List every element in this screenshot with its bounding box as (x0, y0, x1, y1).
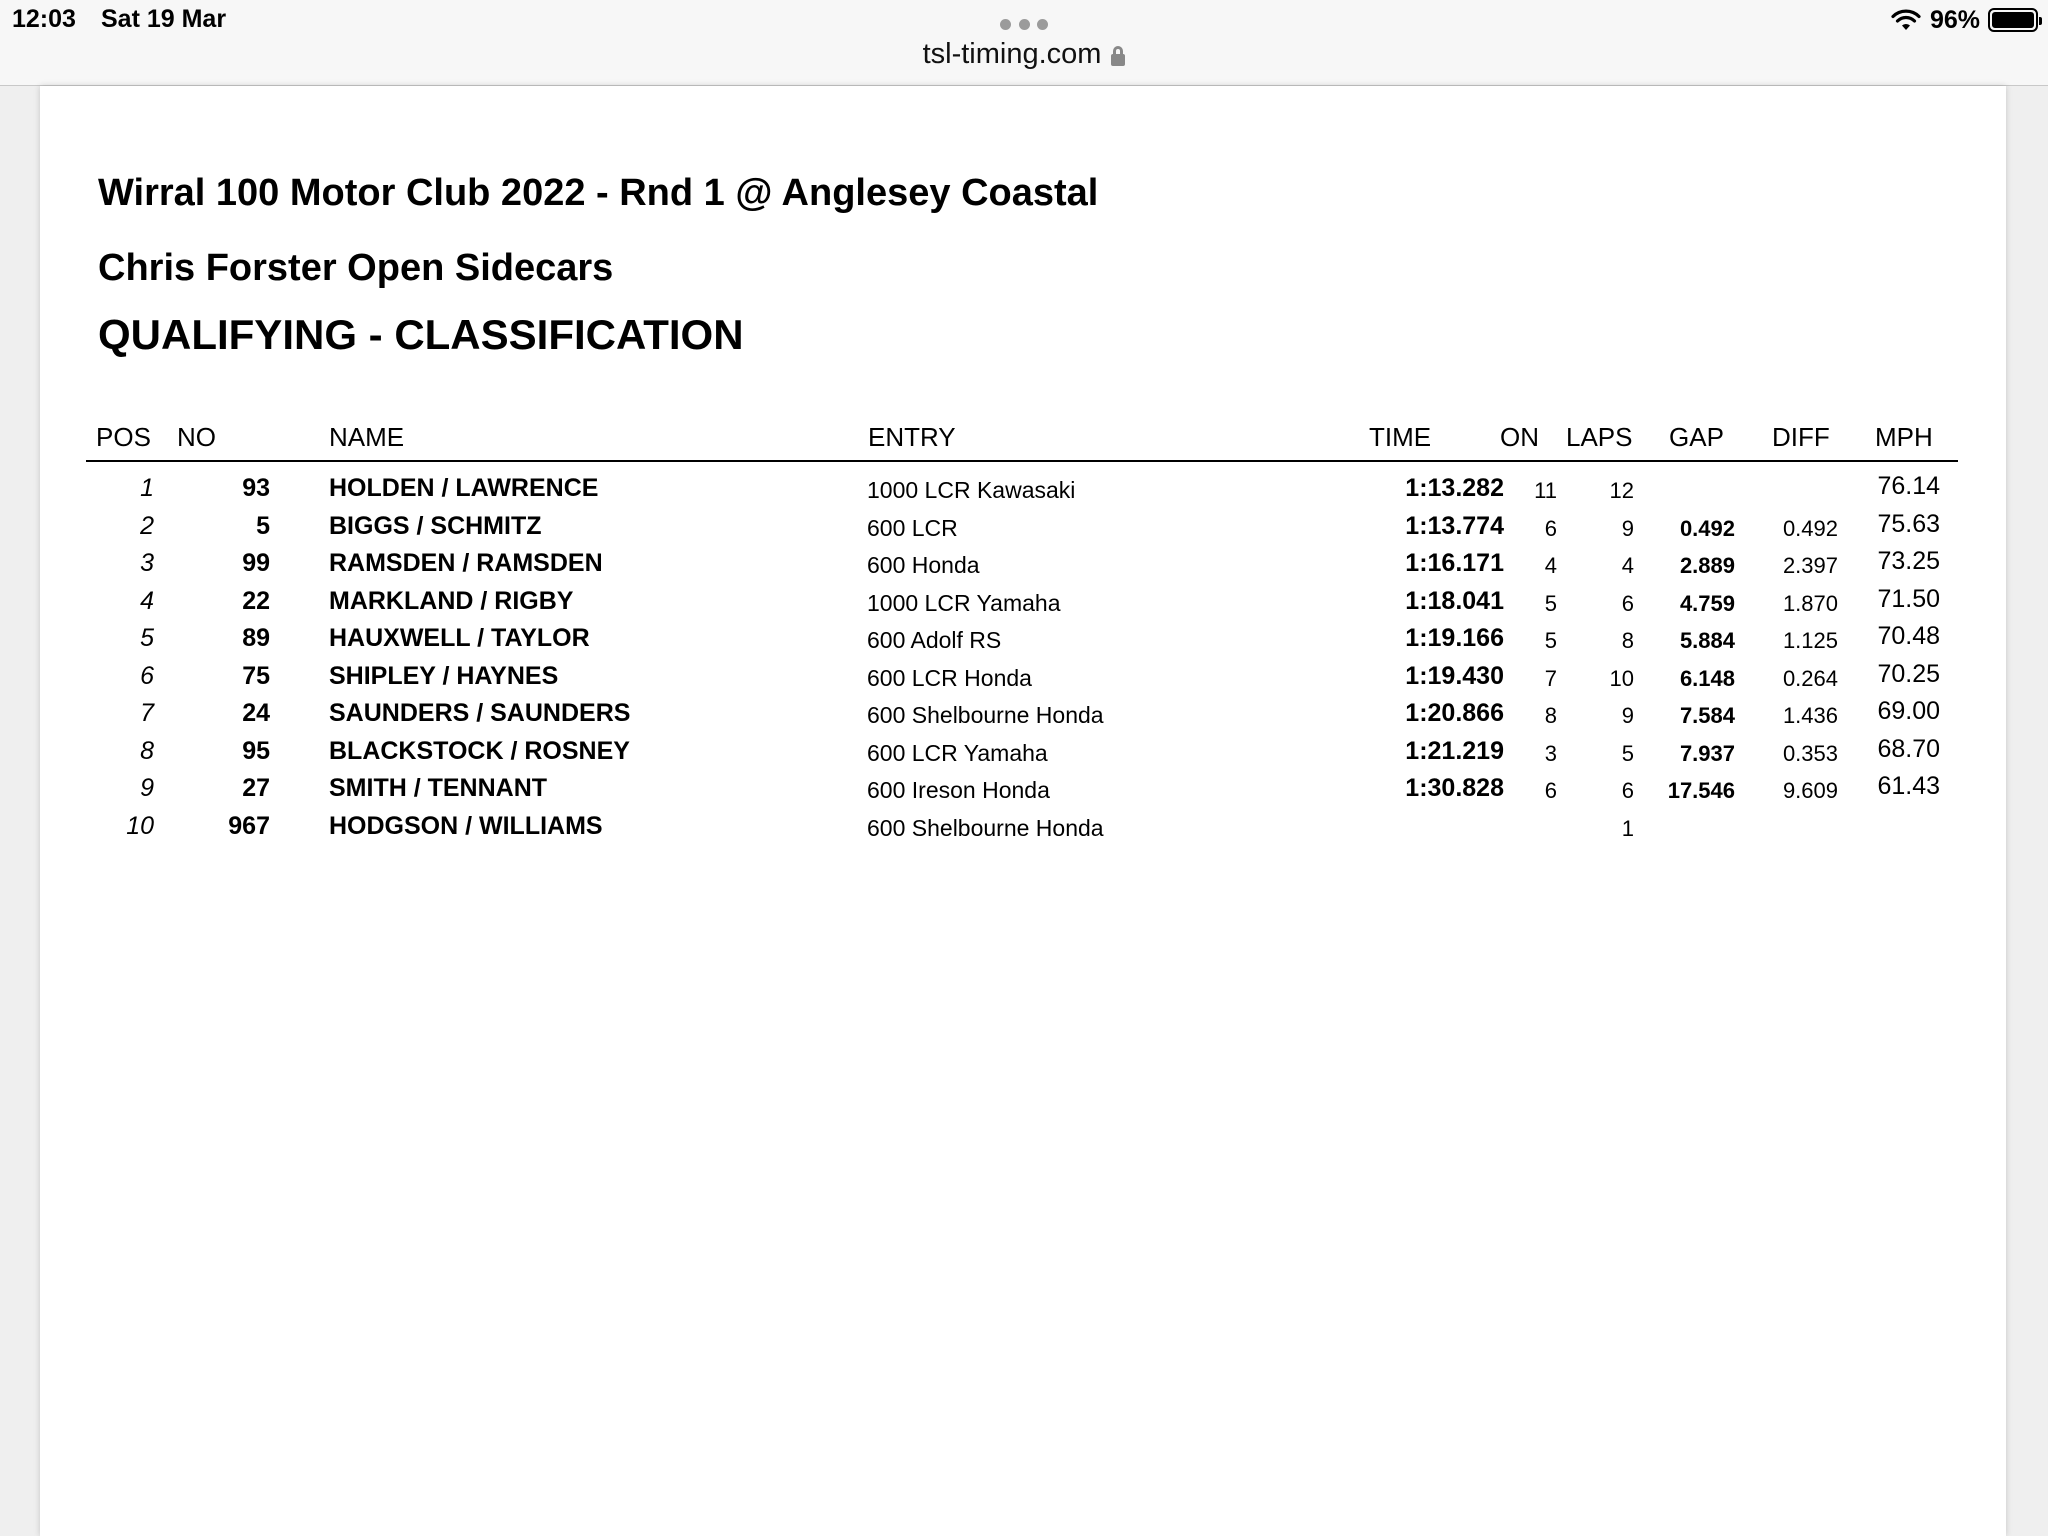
cell-mph: 69.00 (1877, 697, 1940, 725)
cell-entry: 600 Adolf RS (867, 627, 1002, 653)
cell-no: 95 (242, 736, 270, 765)
cell-name: MARKLAND / RIGBY (329, 586, 574, 615)
cell-diff: 9.609 (1782, 778, 1838, 803)
cell-name: RAMSDEN / RAMSDEN (329, 549, 603, 577)
cell-time: 1:16.171 (1405, 549, 1504, 577)
col-entry-header: ENTRY (868, 422, 956, 452)
cell-laps: 4 (1621, 553, 1634, 578)
cell-time: 1:20.866 (1405, 699, 1504, 727)
status-date: Sat 19 Mar (101, 5, 227, 33)
cell-on: 5 (1544, 590, 1557, 616)
header-divider (86, 460, 1958, 462)
cell-name: SHIPLEY / HAYNES (329, 661, 559, 690)
cell-on: 7 (1544, 665, 1557, 691)
class-title: Chris Forster Open Sidecars (98, 247, 614, 289)
cell-pos: 4 (140, 586, 154, 615)
cell-name: HOLDEN / LAWRENCE (329, 474, 599, 502)
cell-time: 1:19.166 (1405, 624, 1504, 652)
cell-pos: 8 (140, 736, 154, 765)
cell-laps: 1 (1621, 815, 1634, 841)
cell-no: 967 (228, 811, 270, 840)
table-row (40, 774, 2006, 811)
cell-laps: 12 (1609, 478, 1634, 503)
cell-time: 1:19.430 (1405, 661, 1504, 690)
cell-name: HODGSON / WILLIAMS (329, 811, 603, 840)
table-row (40, 549, 2006, 586)
cell-name: SAUNDERS / SAUNDERS (329, 699, 631, 727)
table-row (40, 474, 2006, 511)
cell-no: 27 (242, 774, 270, 802)
cell-laps: 8 (1621, 628, 1634, 653)
cell-mph: 68.70 (1877, 734, 1940, 763)
cell-diff: 0.353 (1782, 740, 1838, 766)
cell-name: BIGGS / SCHMITZ (329, 511, 542, 540)
cell-name: SMITH / TENNANT (329, 774, 548, 802)
session-title: QUALIFYING - CLASSIFICATION (98, 311, 744, 358)
table-row (40, 584, 2006, 624)
cell-entry: 600 Shelbourne Honda (867, 702, 1104, 728)
cell-mph: 71.50 (1877, 584, 1940, 613)
cell-pos: 1 (140, 474, 154, 502)
cell-entry: 600 LCR (867, 514, 958, 541)
table-row (40, 624, 2006, 661)
col-name-header: NAME (329, 422, 405, 452)
col-time-header: TIME (1369, 422, 1432, 452)
table-row (40, 699, 2006, 736)
cell-time: 1:13.282 (1405, 474, 1504, 502)
cell-gap: 5.884 (1679, 628, 1735, 653)
cell-pos: 6 (140, 661, 154, 690)
col-on-header: ON (1500, 422, 1539, 452)
cell-gap: 17.546 (1667, 778, 1735, 803)
cell-gap: 7.584 (1679, 703, 1735, 728)
cell-pos: 3 (140, 549, 154, 577)
cell-pos: 5 (140, 624, 154, 652)
wifi-icon (1890, 8, 1922, 32)
cell-time: 1:21.219 (1405, 736, 1504, 765)
cell-gap: 7.937 (1679, 740, 1735, 766)
cell-no: 75 (242, 661, 270, 690)
cell-laps: 9 (1621, 703, 1634, 728)
cell-time: 1:13.774 (1405, 511, 1504, 540)
cell-pos: 2 (140, 511, 154, 540)
cell-laps: 6 (1621, 778, 1634, 803)
cell-pos: 7 (140, 699, 154, 727)
table-row (40, 812, 2006, 849)
cell-pos: 10 (126, 811, 154, 840)
battery-icon (1988, 8, 2038, 32)
col-diff-header: DIFF (1772, 422, 1830, 452)
cell-gap: 0.492 (1679, 515, 1735, 541)
cell-laps: 9 (1621, 515, 1634, 541)
table-row (40, 734, 2006, 774)
cell-no: 22 (242, 586, 270, 615)
cell-time: 1:18.041 (1405, 586, 1504, 615)
cell-mph: 75.63 (1877, 509, 1940, 538)
cell-diff: 0.492 (1782, 515, 1838, 541)
table-row (40, 509, 2006, 549)
cell-no: 89 (242, 624, 270, 652)
col-mph-header: MPH (1875, 422, 1933, 452)
cell-on: 4 (1544, 553, 1557, 578)
multitasking-dots-icon[interactable] (1000, 19, 1048, 31)
col-no-header: NO (177, 422, 216, 452)
col-laps-header: LAPS (1566, 422, 1633, 452)
cell-mph: 76.14 (1877, 472, 1940, 500)
cell-diff: 1.436 (1782, 703, 1838, 728)
cell-gap: 6.148 (1679, 665, 1735, 691)
cell-entry: 600 Honda (867, 552, 980, 578)
cell-mph: 70.25 (1877, 659, 1940, 688)
cell-entry: 1000 LCR Yamaha (867, 589, 1061, 616)
cell-mph: 70.48 (1877, 622, 1940, 650)
status-time: 12:03 (12, 5, 76, 33)
battery-percent: 96% (1929, 5, 1980, 34)
cell-gap: 4.759 (1679, 590, 1735, 616)
table-row (40, 659, 2006, 699)
lock-icon (1111, 46, 1125, 66)
cell-entry: 600 LCR Honda (867, 664, 1032, 691)
cell-on: 6 (1544, 778, 1557, 803)
cell-entry: 600 LCR Yamaha (867, 739, 1048, 766)
cell-laps: 10 (1609, 665, 1634, 691)
cell-on: 11 (1534, 478, 1557, 503)
cell-entry: 600 Ireson Honda (867, 777, 1050, 803)
cell-diff: 0.264 (1782, 665, 1838, 691)
cell-name: HAUXWELL / TAYLOR (329, 624, 590, 652)
cell-laps: 5 (1621, 740, 1634, 766)
address-bar[interactable] (0, 38, 2048, 71)
browser-chrome (0, 0, 2048, 86)
cell-pos: 9 (140, 774, 154, 802)
cell-laps: 6 (1621, 590, 1634, 616)
cell-diff: 1.870 (1782, 590, 1838, 616)
cell-mph: 73.25 (1877, 547, 1940, 575)
cell-name: BLACKSTOCK / ROSNEY (329, 736, 630, 765)
cell-entry: 1000 LCR Kawasaki (867, 477, 1076, 503)
cell-on: 6 (1544, 515, 1557, 541)
cell-no: 24 (242, 699, 270, 727)
cell-no: 99 (242, 549, 270, 577)
event-title: Wirral 100 Motor Club 2022 - Rnd 1 @ Anglesey Coastal (98, 172, 1099, 214)
cell-on: 5 (1544, 628, 1557, 653)
cell-entry: 600 Shelbourne Honda (867, 814, 1104, 841)
url-text[interactable]: tsl-timing.com (922, 38, 1102, 70)
cell-diff: 2.397 (1782, 553, 1838, 578)
cell-diff: 1.125 (1782, 628, 1838, 653)
cell-no: 5 (256, 511, 270, 540)
results-document (40, 86, 2006, 1536)
cell-on: 3 (1544, 740, 1557, 766)
col-pos-header: POS (96, 422, 151, 452)
status-indicators (1890, 4, 2038, 36)
cell-no: 93 (242, 474, 270, 502)
cell-on: 8 (1544, 703, 1557, 728)
cell-time: 1:30.828 (1405, 774, 1504, 802)
cell-mph: 61.43 (1877, 772, 1940, 800)
col-gap-header: GAP (1669, 422, 1724, 452)
cell-gap: 2.889 (1679, 553, 1735, 578)
